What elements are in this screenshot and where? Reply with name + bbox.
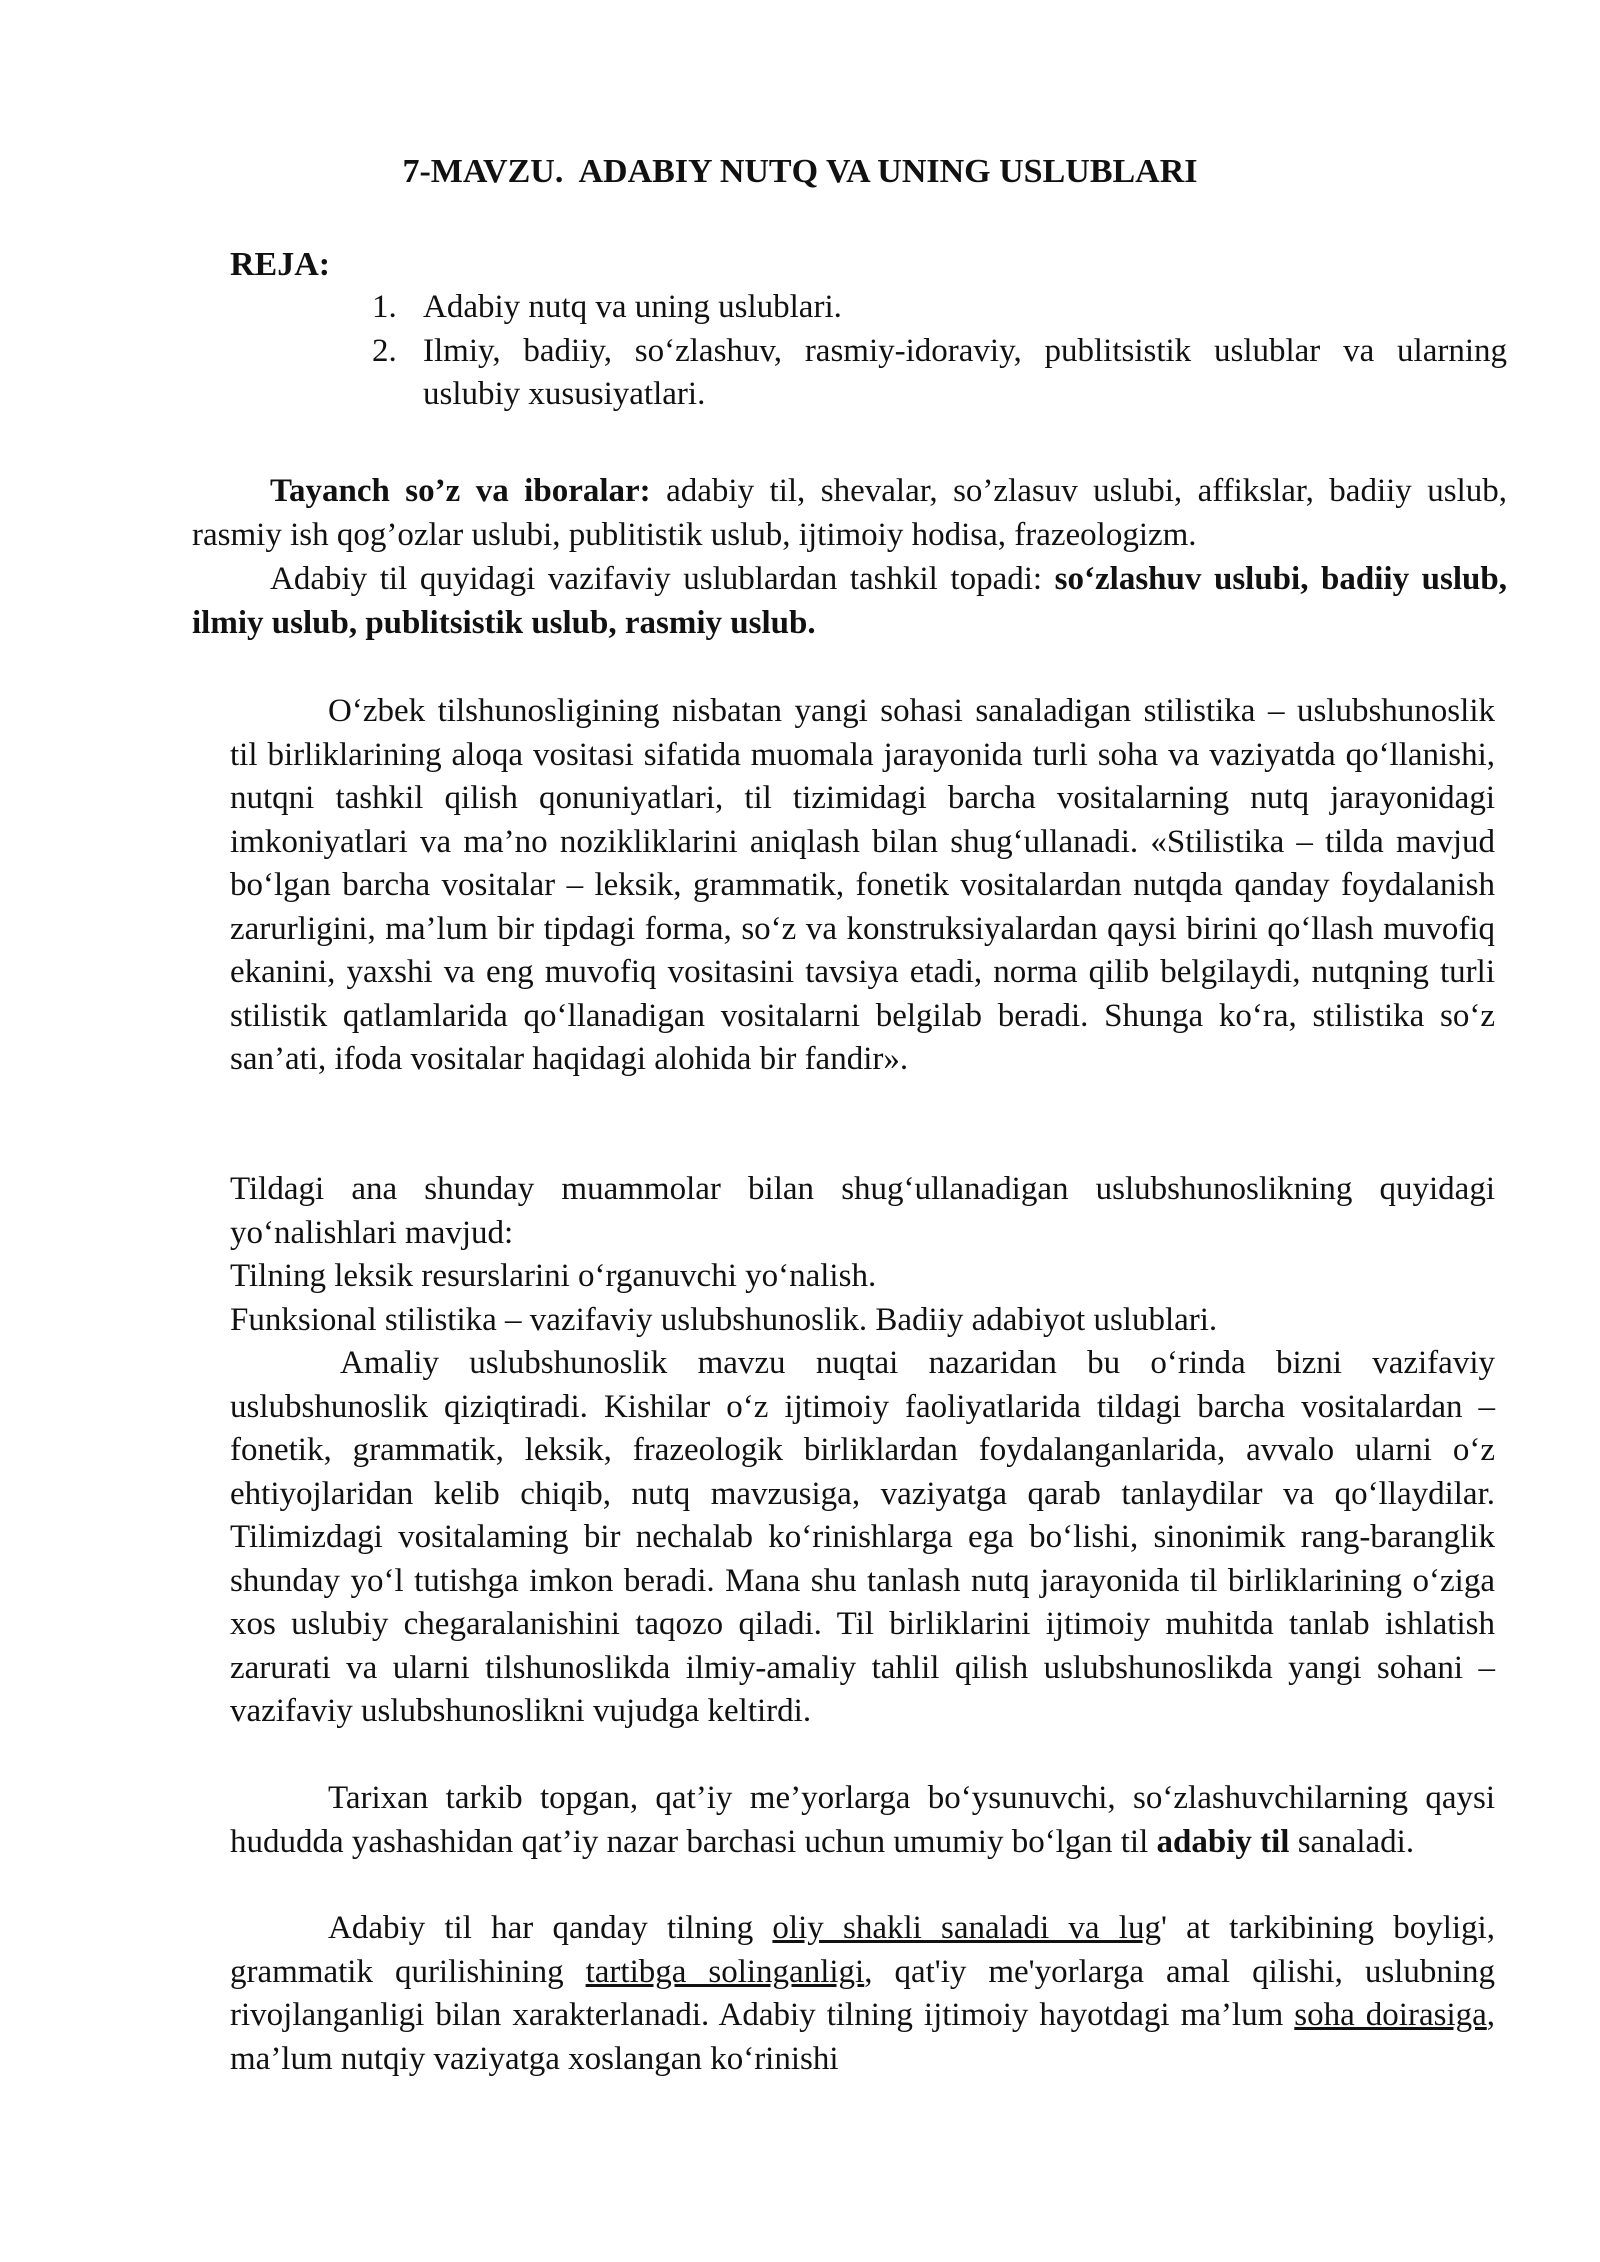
body-paragraph: O‘zbek tilshunosligining nisbatan yangi sohasi sanaladigan stilistika – uslubshunoslik til birliklarining aloqa vositasi sifatida muomala jarayonida turli soha va vaziyatda qo‘llanishi, nutqni tashkil qilish qonuniyatlari, til tizimidagi barcha vositalarning nutq jarayonidagi imkoniyatlari va ma’no nozikliklarini aniqlash bilan shug‘ullanadi. «Stilistika – tilda mavjud bo‘lgan barcha vositalar – leksik, grammatik, fonetik vositalardan nutqda qanday foydalanish zarurligini, ma’lum bir tipdagi forma, so‘z va konstruksiyalardan qaysi birini qo‘llash muvofiq ekanini, yaxshi va eng muvofiq vositasini tavsiya etadi, norma qilib belgilaydi, nutqning turli stilistik qatlamlarida qo‘llanadigan vositalarni belgilab beradi. Shunga ko‘ra, stilistika so‘z san’ati, ifoda vositalar haqidagi alohida bir fandir». [230,693,1495,1077]
page-title: 7-MAVZU. ADABIY NUTQ VA UNING USLUBLARI [402,153,1198,190]
underlined-phrase: soha doirasiga [1294,1997,1487,2033]
underlined-phrase: tartibga solinganligi [585,1953,865,1990]
paragraph-text: sanaladi. [1289,1823,1415,1860]
paragraph-text: , qat'iy me'yorlarga amal qilishi, uslubning rivojlanganligi bilan xarakterlanadi. Adabiy tilning ijtimoiy hayotdagi ma’lum [230,1953,1495,2033]
keywords-paragraph [192,470,1507,557]
styles-paragraph [192,558,1507,645]
body-paragraph: Tildagi ana shunday muammolar bilan shug‘ullanadigan uslubshunoslikning quyidagi yo‘nalishlari mavjud: [230,1171,1495,1251]
plan-item-text: Adabiy nutq va uning uslublari. [423,289,842,325]
plan-heading: REJA: [230,246,331,283]
underlined-phrase: oliy shakli sanaladi va lug [772,1910,1161,1946]
body-paragraph: Tilning leksik resurslarini o‘rganuvchi yo‘nalish. [230,1258,877,1294]
keywords-text: adabiy til, shevalar, so’zlasuv uslubi, affikslar, badiiy uslub, rasmiy ish qog’ozlar uslubi, publitistik uslub, ijtimoiy hodisa, frazeologizm. [192,473,1508,553]
body-paragraph [230,1907,1495,2081]
body-paragraph: Funksional stilistika – vazifaviy uslubshunoslik. Badiiy adabiyot uslublari. [230,1302,1218,1338]
paragraph-text: Adabiy til har qanday tilning [328,1910,773,1946]
paragraph-text: ' at tarkibining boyligi, grammatik qurilishining [230,1910,1495,1990]
paragraph-text: , ma’lum nutqiy vaziyatga xoslangan ko‘rinishi [230,1997,1496,2077]
plan-item-text: Ilmiy, badiiy, so‘zlashuv, rasmiy-idoraviy, publitsistik uslublar va ularning uslubiy xususiyatlari. [423,332,1507,412]
plan-item [372,330,1507,417]
body-paragraph [230,1777,1495,1864]
body-paragraph: Amaliy uslubshunoslik mavzu nuqtai nazaridan bu o‘rinda bizni vazifaviy uslubshunoslik qiziqtiradi. Kishilar o‘z ijtimoiy faoliyatlarida tildagi barcha vositalardan – fonetik, grammatik, leksik, frazeologik birliklardan foydalanganlarida, avvalo ularni o‘z ehtiyojlaridan kelib chiqib, nutq mavzusiga, vaziyatga qarab tanlaydilar va qo‘llaydilar. Tilimizdagi vositalaming bir nechalab ko‘rinishlarga ega bo‘lishi, sinonimik rang-baranglik shunday yo‘l tutishga imkon beradi. Mana shu tanlash nutq jarayonida til birliklarining o‘ziga xos uslubiy chegaralanishini taqozo qiladi. Til birliklarini ijtimoiy muhitda tanlab ishlatish zarurati va ularni tilshunoslikda ilmiy-amaliy tahlil qilish uslubshunoslikda yangi sohani – vazifaviy uslubshunoslikni vujudga keltirdi. [230,1345,1495,1729]
plan-item [372,286,1507,330]
keywords-label: Tayanch so’z va iboralar: [270,473,651,509]
plan-item-number: 2. [372,332,397,369]
styles-intro: Adabiy til quyidagi vazifaviy uslublardan tashkil topadi: [270,561,1055,597]
plan-list [372,286,1507,417]
paragraph-text: Tarixan tarkib topgan, qat’iy me’yorlarga bo‘ysunuvchi, so‘zlashuvchilarning qaysi hududda yashashidan qat’iy nazar barchasi uchun umumiy bo‘lgan til [230,1780,1495,1860]
plan-item-number: 1. [372,289,397,325]
styles-list: so‘zlashuv uslubi, badiiy uslub, ilmiy uslub, publitsistik uslub, rasmiy uslub. [192,561,1507,641]
bold-term: adabiy til [1156,1823,1290,1860]
